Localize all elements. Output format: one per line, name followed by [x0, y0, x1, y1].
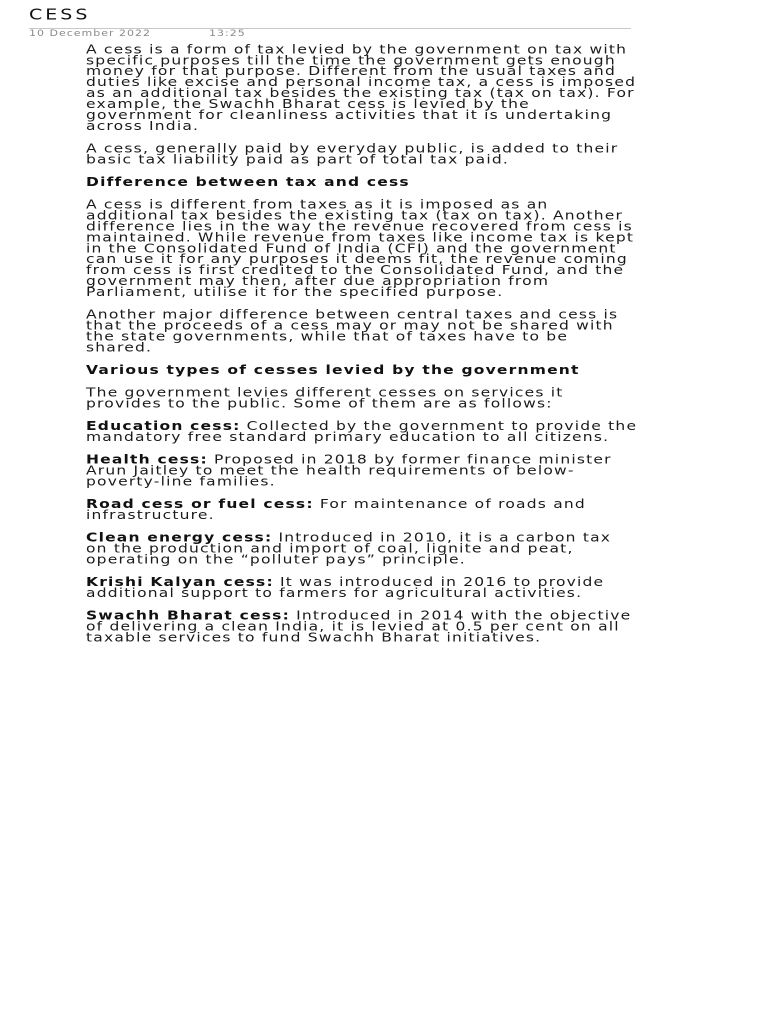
article-body: [86, 44, 638, 655]
cess-type-description: Introduced in 2010, it is a carbon tax on the production and import of coal, lignite and peat, operating on the “polluter pays” principle.: [86, 530, 612, 567]
publish-time: 13:25: [209, 28, 246, 39]
cess-type-term: Education cess:: [86, 419, 241, 434]
cess-type-term: Health cess:: [86, 452, 208, 467]
cess-type-description: It was introduced in 2016 to provide additional support to farmers for agricultural activities.: [86, 575, 605, 601]
cess-type-item: [86, 610, 638, 643]
cess-type-term: Clean energy cess:: [86, 530, 273, 545]
intro-paragraph-1: A cess is a form of tax levied by the government on tax with specific purposes till the time the government gets enough money for that purpose. Different from the usual taxes and duties like excise and personal income tax, a cess is imposed as an additional tax besides the existing tax (tax on tax). For example, the Swachh Bharat cess is levied by the government for cleanliness activities that it is undertaking across India.: [86, 42, 637, 133]
cess-type-item: [86, 577, 638, 599]
cess-type-description: Collected by the government to provide the mandatory free standard primary education to all citizens.: [86, 419, 638, 445]
cess-type-item: [86, 421, 638, 443]
cess-type-description: Proposed in 2018 by former finance minister Arun Jaitley to meet the health requirements of below-poverty-line families.: [86, 452, 612, 489]
difference-paragraph-1: A cess is different from taxes as it is imposed as an additional tax besides the existing tax (tax on tax). Another difference lies in the way the revenue recovered from cess is maintained. While revenue from taxes like income tax is kept in the Consolidated Fund of India (CFI) and the government can use it for any purposes it deems fit, the revenue coming from cess is first credited to the Consolidated Fund, and the government may then, after due appropriation from Parliament, utilise it for the specified purpose.: [86, 197, 635, 300]
publish-date: 10 December 2022: [29, 28, 152, 39]
cess-type-item: [86, 499, 638, 521]
cess-type-description: Introduced in 2014 with the objective of delivering a clean India, it is levied at 0.5 per cent on all taxable services to fund Swachh Bharat initiatives.: [86, 608, 632, 645]
masthead: [29, 8, 631, 29]
cess-type-term: Krishi Kalyan cess:: [86, 575, 274, 590]
cess-type-item: [86, 454, 638, 487]
section-heading-difference: Difference between tax and cess: [86, 175, 410, 190]
intro-paragraph-2: A cess, generally paid by everyday public, is added to their basic tax liability paid as part of total tax paid.: [86, 141, 619, 167]
article-meta: [29, 28, 246, 38]
types-intro-paragraph: The government levies different cesses on services it provides to the public. Some of them are as follows:: [86, 385, 564, 411]
cess-type-description: For maintenance of roads and infrastructure.: [86, 497, 586, 523]
section-heading-types: Various types of cesses levied by the government: [86, 363, 580, 378]
page-title: CESS: [29, 6, 91, 24]
cess-type-item: [86, 532, 638, 565]
difference-paragraph-2: Another major difference between central taxes and cess is that the proceeds of a cess may or may not be shared with the state governments, while that of taxes have to be shared.: [86, 307, 619, 355]
cess-type-term: Swachh Bharat cess:: [86, 608, 290, 623]
cess-type-term: Road cess or fuel cess:: [86, 497, 314, 512]
